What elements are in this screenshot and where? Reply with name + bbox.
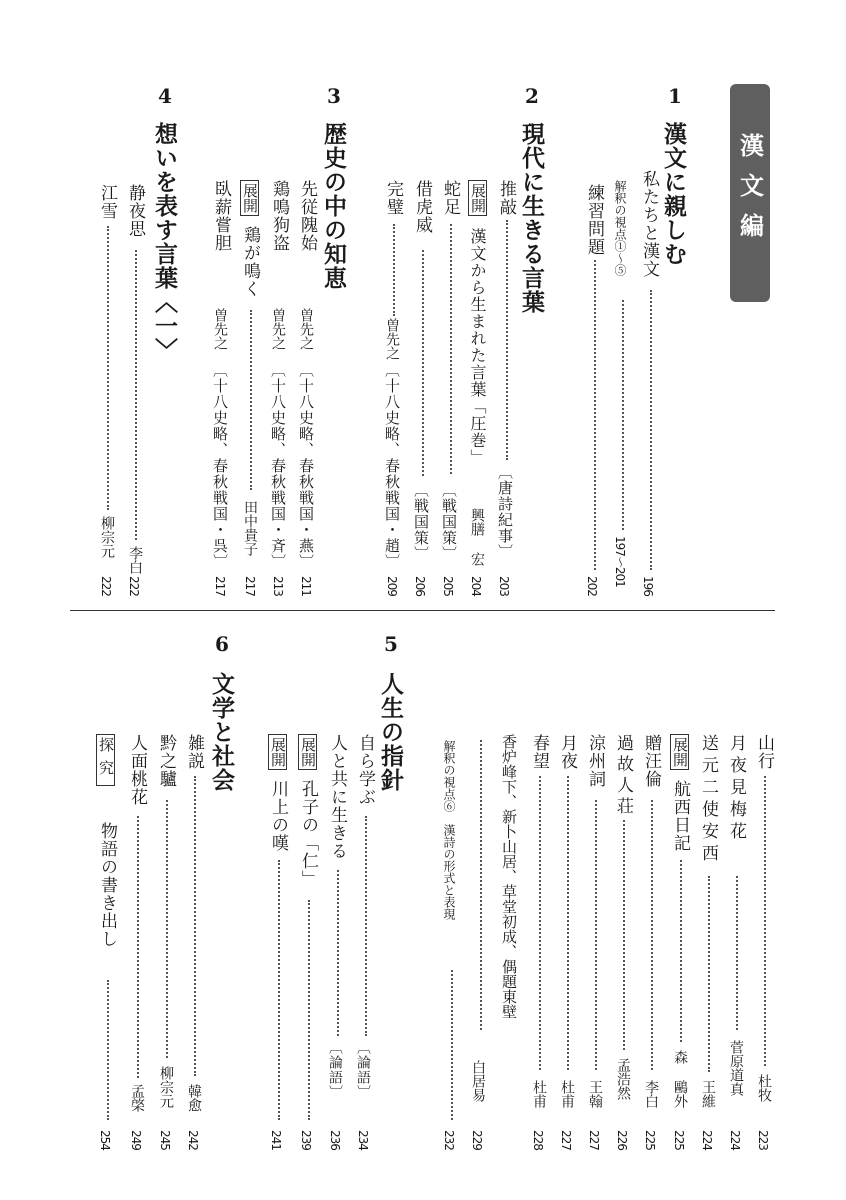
toc-entry-title[interactable]: 鶏が鳴く	[240, 226, 260, 298]
toc-entry-title[interactable]: 涼州詞	[585, 734, 605, 788]
toc-entry-author: 王翰	[587, 1080, 603, 1108]
leader-dots	[506, 220, 508, 460]
leader-dots	[594, 260, 596, 570]
toc-entry-title[interactable]: 借虎威	[412, 180, 432, 234]
toc-entry-author: 曽先之	[212, 308, 228, 350]
toc-entry-title[interactable]: 江雪	[97, 184, 117, 220]
toc-entry-source: 〔十八史略、春秋戦国・呉〕	[211, 362, 229, 570]
toc-entry-title[interactable]: 自ら学ぶ	[355, 734, 375, 806]
toc-entry-author: 森 鷗外	[672, 1050, 688, 1108]
page-number: 225	[643, 1130, 657, 1150]
toc-entry-title[interactable]: 孔子の「仁」	[298, 780, 318, 888]
toc-entry-title[interactable]: 静夜思	[125, 184, 145, 238]
toc-entry-title[interactable]: 香炉峰下、新卜山居、草堂初成、偶題東壁	[500, 734, 518, 1019]
leader-dots	[680, 860, 682, 1042]
page-number: 204	[469, 576, 483, 596]
chapter-number: 3	[327, 84, 341, 108]
page-number: 217	[213, 576, 227, 596]
toc-entry-title[interactable]: 春望	[529, 734, 549, 770]
chapter-number: 5	[384, 632, 398, 656]
leader-dots	[764, 776, 766, 1066]
toc-entry-title[interactable]: 山行	[754, 734, 774, 770]
page-number: 197〜201	[613, 536, 627, 587]
leader-dots	[135, 250, 137, 540]
toc-entry-title[interactable]: 鶏鳴狗盗	[269, 180, 289, 252]
toc-entry-author: 杜甫	[531, 1080, 547, 1108]
toc-entry-title[interactable]: 人と共に生きる	[327, 734, 347, 860]
page-number: 254	[98, 1130, 112, 1150]
tag-badge: 探究	[96, 734, 115, 786]
toc-entry-title[interactable]: 物語の書き出し	[97, 822, 117, 948]
leader-dots	[278, 860, 280, 1120]
toc-entry-author: 杜甫	[559, 1080, 575, 1108]
chapter-title: 漢文に親しむ	[660, 122, 687, 266]
leader-dots	[567, 776, 569, 1070]
page-number: 234	[356, 1130, 370, 1150]
leader-dots	[166, 800, 168, 1058]
page-number: 203	[497, 576, 511, 596]
toc-entry-title[interactable]: 過故人荘	[613, 734, 633, 818]
leader-dots	[250, 310, 252, 490]
leader-dots	[480, 740, 482, 1030]
page-number: 232	[442, 1130, 456, 1150]
toc-entry-source: 〔戦国策〕	[412, 482, 430, 562]
page-number: 224	[728, 1130, 742, 1150]
chapter-number: 4	[158, 84, 172, 108]
page-number: 245	[158, 1130, 172, 1150]
page-number: 202	[585, 576, 599, 596]
toc-entry-author: 興膳 宏	[469, 508, 485, 566]
leader-dots	[137, 816, 139, 1078]
toc-entry-source: 〔十八史略、春秋戦国・燕〕	[297, 362, 315, 570]
toc-entry-author: 孟浩然	[615, 1058, 631, 1100]
toc-entry-title[interactable]: 練習問題	[584, 184, 604, 256]
page-number: 209	[385, 576, 399, 596]
toc-entry-title[interactable]: 漢文から生まれた言葉「圧巻」	[468, 228, 487, 466]
page-number: 213	[271, 576, 285, 596]
chapter-title: 想いを表す言葉〈一〉	[151, 122, 178, 362]
toc-entry-title[interactable]: 月夜見梅花	[726, 734, 746, 844]
toc-entry-title[interactable]: 航西日記	[670, 780, 690, 852]
toc-entry-title[interactable]: 完璧	[383, 180, 403, 216]
tag-badge: 展開	[298, 734, 317, 770]
toc-entry-author: 曽先之	[270, 308, 286, 350]
page-number: 196	[641, 576, 655, 596]
toc-entry-title[interactable]: 月夜	[557, 734, 577, 770]
toc-entry-title[interactable]: 先従隗始	[297, 180, 317, 252]
toc-entry-author: 柳宗元	[158, 1066, 174, 1108]
toc-entry-source: 〔唐詩紀事〕	[496, 464, 514, 560]
page-number: 222	[127, 576, 141, 596]
leader-dots	[308, 900, 310, 1120]
toc-entry-title[interactable]: 私たちと漢文	[639, 170, 659, 278]
tag-badge: 展開	[468, 180, 487, 216]
toc-entry-author: 李白	[643, 1080, 659, 1108]
chapter-title: 現代に生きる言葉	[518, 122, 545, 314]
chapter-number: 2	[525, 84, 539, 108]
leader-dots	[365, 816, 367, 1036]
leader-dots	[650, 290, 652, 570]
toc-entry-title[interactable]: 黔之驢	[156, 734, 176, 788]
leader-dots	[107, 980, 109, 1120]
toc-entry-title[interactable]: 蛇足	[440, 180, 460, 216]
toc-entry-title[interactable]: 雑説	[184, 734, 204, 770]
leader-dots	[194, 776, 196, 1076]
toc-entry-title[interactable]: 臥薪嘗胆	[211, 180, 231, 252]
toc-entry-author: 王維	[700, 1080, 716, 1108]
leader-dots	[107, 226, 109, 510]
toc-entry-source: 〔十八史略、春秋戦国・斉〕	[269, 362, 287, 570]
toc-entry-author: 李白	[127, 546, 143, 574]
toc-entry-author: 白居易	[470, 1060, 486, 1102]
toc-entry-title[interactable]: 人面桃花	[127, 734, 147, 806]
leader-dots	[708, 876, 710, 1072]
page-number: 236	[328, 1130, 342, 1150]
page-number: 211	[299, 576, 313, 596]
toc-entry-source: 〔論語〕	[327, 1040, 343, 1100]
leader-dots	[422, 250, 424, 476]
tag-badge: 展開	[268, 734, 287, 770]
page-number: 227	[587, 1130, 601, 1150]
toc-entry-author: 田中貴子	[242, 500, 258, 556]
section-divider	[70, 610, 775, 611]
chapter-number: 1	[668, 84, 682, 108]
toc-entry-author: 曽先之	[298, 308, 314, 350]
page-number: 227	[559, 1130, 573, 1150]
page-number: 224	[700, 1130, 714, 1150]
leader-dots	[450, 224, 452, 474]
chapter-number: 6	[215, 632, 229, 656]
page-number: 217	[243, 576, 257, 596]
leader-dots	[736, 876, 738, 1030]
leader-dots	[539, 776, 541, 1070]
toc-entry-title[interactable]: 川上の嘆	[268, 780, 288, 852]
page-number: 229	[470, 1130, 484, 1150]
page-number: 239	[299, 1130, 313, 1150]
page-number: 241	[269, 1130, 283, 1150]
toc-entry-title[interactable]: 解釈の視点①〜⑤	[613, 180, 627, 276]
toc-entry-author: 韓愈	[186, 1084, 202, 1112]
page-number: 223	[756, 1130, 770, 1150]
toc-entry-title[interactable]: 送元二使安西	[698, 734, 718, 866]
toc-entry-source: 〔十八史略、春秋戦国・趙〕	[383, 362, 401, 570]
page-number: 249	[129, 1130, 143, 1150]
toc-entry-source: 〔論語〕	[355, 1040, 371, 1100]
page-number: 226	[615, 1130, 629, 1150]
leader-dots	[451, 970, 453, 1120]
leader-dots	[393, 224, 395, 316]
page-number: 225	[672, 1130, 686, 1150]
chapter-title: 文学と社会	[208, 672, 235, 792]
toc-entry-author: 杜牧	[756, 1074, 772, 1102]
toc-entry-title[interactable]: 贈汪倫	[641, 734, 661, 788]
page-number: 228	[531, 1130, 545, 1150]
leader-dots	[623, 820, 625, 1050]
page-number: 206	[413, 576, 427, 596]
leader-dots	[622, 300, 624, 530]
chapter-title: 人生の指針	[377, 672, 404, 792]
page-number: 222	[99, 576, 113, 596]
toc-entry-author: 曽先之	[384, 318, 400, 360]
leader-dots	[337, 870, 339, 1036]
leader-dots	[651, 800, 653, 1070]
tag-badge: 展開	[240, 180, 259, 216]
chapter-title: 歴史の中の知恵	[320, 122, 347, 290]
section-label: 漢文編	[730, 84, 770, 302]
toc-entry-author: 菅原道真	[728, 1040, 744, 1096]
tag-badge: 展開	[670, 734, 689, 770]
toc-entry-author: 柳宗元	[99, 516, 115, 558]
toc-entry-source: 〔戦国策〕	[440, 482, 458, 562]
toc-entry-author: 孟棨	[129, 1084, 145, 1112]
page-number: 205	[441, 576, 455, 596]
leader-dots	[595, 800, 597, 1070]
toc-entry-title[interactable]: 推敲	[496, 180, 516, 216]
page-number: 242	[186, 1130, 200, 1150]
toc-entry-title[interactable]: 解釈の視点⑥ 漢詩の形式と表現	[442, 740, 456, 920]
